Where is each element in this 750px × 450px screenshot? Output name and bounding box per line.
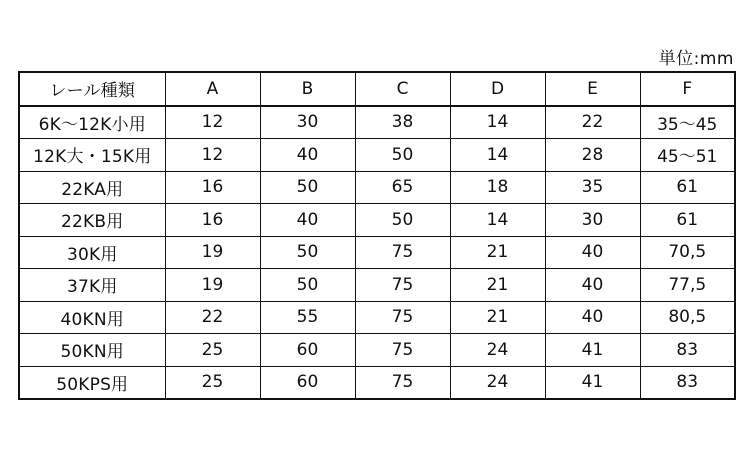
header-e: E xyxy=(545,72,640,106)
value-a-cell: 16 xyxy=(165,204,260,237)
value-b-cell: 55 xyxy=(260,301,355,334)
value-f-cell: 70,5 xyxy=(640,236,735,269)
value-d-cell: 21 xyxy=(450,236,545,269)
value-b-cell: 50 xyxy=(260,269,355,302)
rail-type-cell: 22KA用 xyxy=(19,171,165,204)
table-row xyxy=(19,139,735,172)
table-row xyxy=(19,366,735,399)
header-c: C xyxy=(355,72,450,106)
value-e-cell: 35 xyxy=(545,171,640,204)
value-f-cell: 77,5 xyxy=(640,269,735,302)
value-b-cell: 40 xyxy=(260,139,355,172)
value-d-cell: 14 xyxy=(450,204,545,237)
rail-type-cell: 50KPS用 xyxy=(19,366,165,399)
value-d-cell: 18 xyxy=(450,171,545,204)
value-f-cell: 61 xyxy=(640,171,735,204)
value-c-cell: 75 xyxy=(355,334,450,367)
value-e-cell: 30 xyxy=(545,204,640,237)
value-b-cell: 60 xyxy=(260,366,355,399)
value-c-cell: 50 xyxy=(355,139,450,172)
table-row xyxy=(19,171,735,204)
value-b-cell: 50 xyxy=(260,236,355,269)
rail-type-cell: 40KN用 xyxy=(19,301,165,334)
value-f-cell: 80,5 xyxy=(640,301,735,334)
value-a-cell: 19 xyxy=(165,236,260,269)
table-header-row xyxy=(19,72,735,106)
value-c-cell: 75 xyxy=(355,236,450,269)
header-rail-type: レール種類 xyxy=(19,72,165,106)
value-c-cell: 50 xyxy=(355,204,450,237)
value-d-cell: 14 xyxy=(450,106,545,139)
rail-dimension-table xyxy=(18,71,736,400)
table-row xyxy=(19,204,735,237)
value-e-cell: 40 xyxy=(545,301,640,334)
value-a-cell: 16 xyxy=(165,171,260,204)
value-f-cell: 35〜45 xyxy=(640,106,735,139)
rail-type-cell: 6K〜12K小用 xyxy=(19,106,165,139)
value-d-cell: 14 xyxy=(450,139,545,172)
table-row xyxy=(19,236,735,269)
header-f: F xyxy=(640,72,735,106)
header-a: A xyxy=(165,72,260,106)
value-f-cell: 83 xyxy=(640,366,735,399)
value-a-cell: 12 xyxy=(165,106,260,139)
value-e-cell: 41 xyxy=(545,334,640,367)
table-row xyxy=(19,334,735,367)
value-a-cell: 12 xyxy=(165,139,260,172)
value-c-cell: 75 xyxy=(355,269,450,302)
value-c-cell: 38 xyxy=(355,106,450,139)
value-c-cell: 75 xyxy=(355,366,450,399)
rail-type-cell: 22KB用 xyxy=(19,204,165,237)
header-b: B xyxy=(260,72,355,106)
value-e-cell: 28 xyxy=(545,139,640,172)
value-c-cell: 75 xyxy=(355,301,450,334)
value-c-cell: 65 xyxy=(355,171,450,204)
value-a-cell: 22 xyxy=(165,301,260,334)
value-d-cell: 21 xyxy=(450,301,545,334)
rail-type-cell: 12K大・15K用 xyxy=(19,139,165,172)
value-f-cell: 45〜51 xyxy=(640,139,735,172)
value-f-cell: 83 xyxy=(640,334,735,367)
rail-type-cell: 50KN用 xyxy=(19,334,165,367)
header-d: D xyxy=(450,72,545,106)
rail-type-cell: 30K用 xyxy=(19,236,165,269)
value-a-cell: 19 xyxy=(165,269,260,302)
value-d-cell: 24 xyxy=(450,334,545,367)
table-row xyxy=(19,301,735,334)
value-b-cell: 40 xyxy=(260,204,355,237)
value-e-cell: 22 xyxy=(545,106,640,139)
value-d-cell: 24 xyxy=(450,366,545,399)
value-f-cell: 61 xyxy=(640,204,735,237)
value-a-cell: 25 xyxy=(165,366,260,399)
value-e-cell: 40 xyxy=(545,236,640,269)
rail-type-cell: 37K用 xyxy=(19,269,165,302)
value-b-cell: 30 xyxy=(260,106,355,139)
value-d-cell: 21 xyxy=(450,269,545,302)
unit-note: 単位:mm xyxy=(658,49,734,69)
value-e-cell: 41 xyxy=(545,366,640,399)
table-row xyxy=(19,269,735,302)
value-b-cell: 60 xyxy=(260,334,355,367)
value-a-cell: 25 xyxy=(165,334,260,367)
table-row xyxy=(19,106,735,139)
value-e-cell: 40 xyxy=(545,269,640,302)
value-b-cell: 50 xyxy=(260,171,355,204)
